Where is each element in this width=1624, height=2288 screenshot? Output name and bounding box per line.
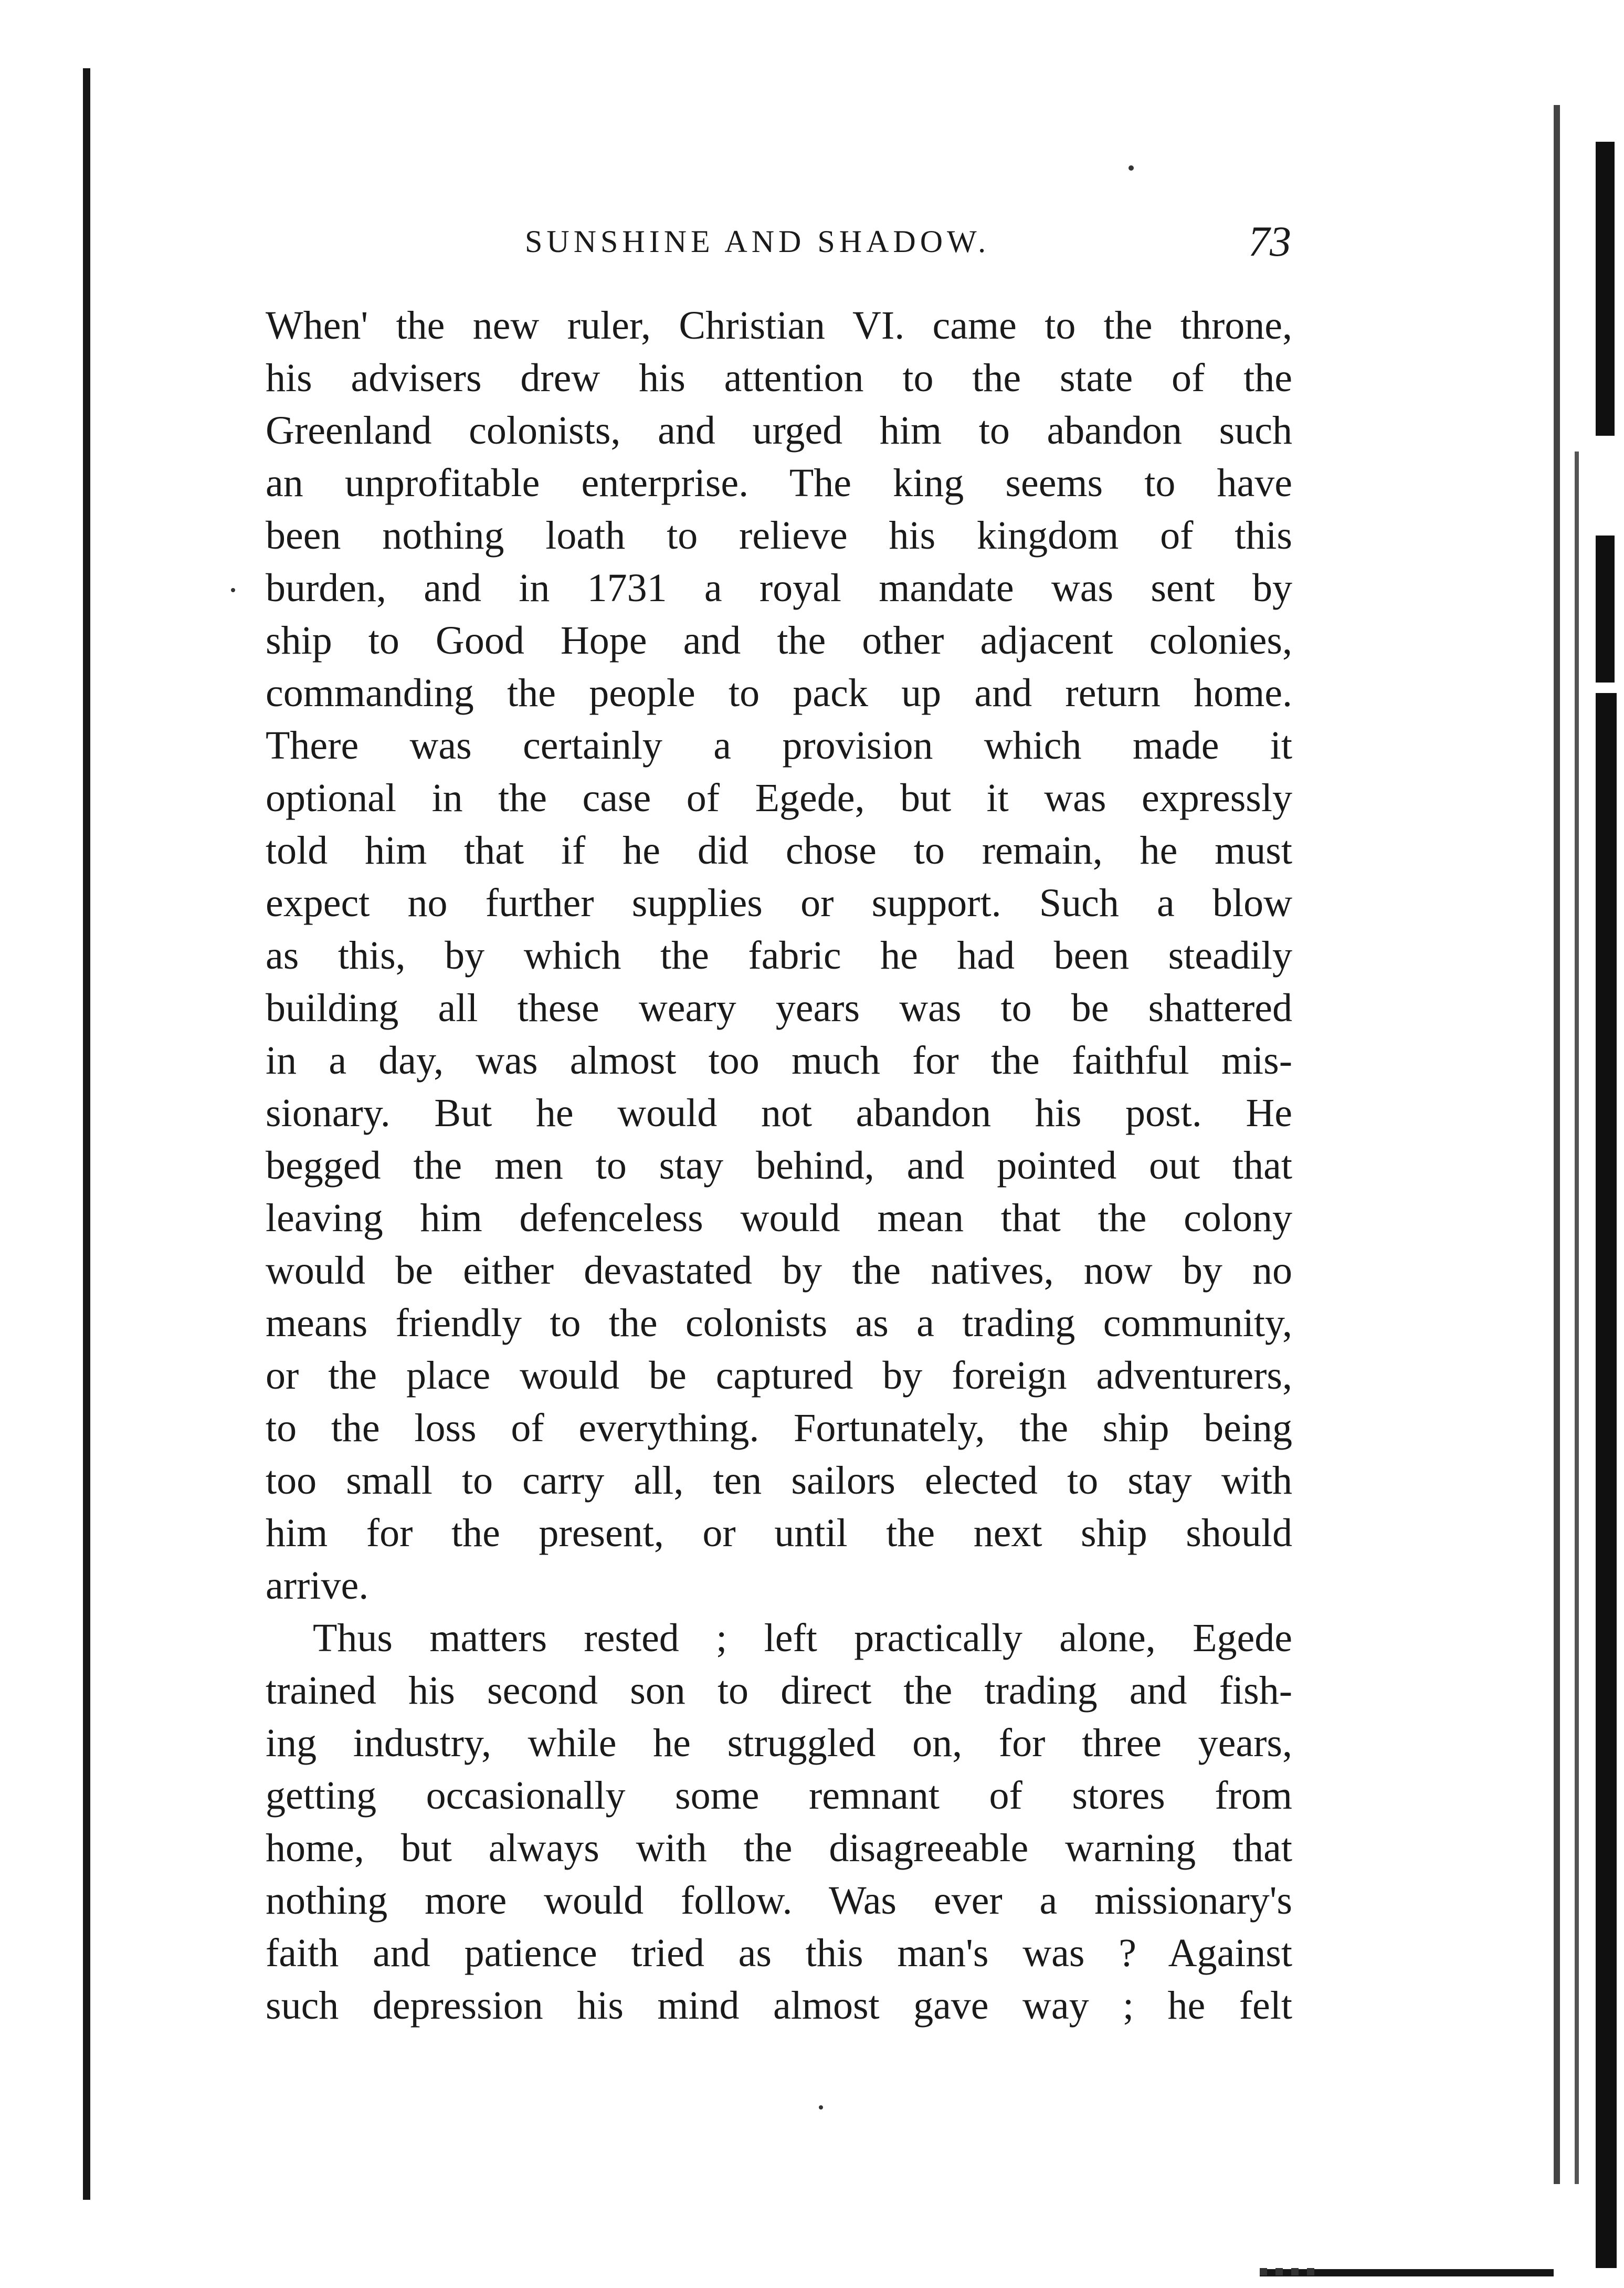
text-line: When' the new ruler, Christian VI. came to the throne,: [266, 303, 1292, 348]
paragraph-1: [266, 299, 1292, 1612]
text-line: sionary. But he would not abandon his post. He: [266, 1091, 1292, 1135]
scan-speck: [1129, 165, 1134, 171]
paragraph-2: [266, 1612, 1292, 2032]
text-line: in a day, was almost too much for the faithful mis-: [266, 1038, 1292, 1083]
text-line: as this, by which the fabric he had been steadily: [266, 933, 1292, 978]
text-line: been nothing loath to relieve his kingdom of this: [266, 513, 1292, 558]
text-line: told him that if he did chose to remain, he must: [266, 828, 1292, 873]
text-line: leaving him defenceless would mean that the colony: [266, 1196, 1292, 1240]
running-header: [262, 215, 1291, 268]
text-line: him for the present, or until the next ship should: [266, 1511, 1292, 1555]
text-line: ship to Good Hope and the other adjacent colonies,: [266, 618, 1292, 663]
text-line: arrive.: [266, 1563, 369, 1608]
text-line: begged the men to stay behind, and pointed out that: [266, 1143, 1292, 1188]
text-line: an unprofitable enterprise. The king seems to have: [266, 461, 1292, 505]
page-edge-scan-artifact: [1543, 84, 1622, 2252]
text-line: to the loss of everything. Fortunately, the ship being: [266, 1406, 1292, 1450]
text-line: nothing more would follow. Was ever a missionary's: [266, 1878, 1292, 1923]
text-line: or the place would be captured by foreign adventurers,: [266, 1353, 1292, 1398]
text-line: Greenland colonists, and urged him to abandon such: [266, 408, 1292, 453]
text-line: home, but always with the disagreeable warning that: [266, 1826, 1292, 1870]
text-line: ing industry, while he struggled on, for three years,: [266, 1721, 1292, 1765]
text-line: burden, and in 1731 a royal mandate was sent by: [266, 566, 1292, 610]
text-line: optional in the case of Egede, but it was expressly: [266, 776, 1292, 820]
text-line: means friendly to the colonists as a trading community,: [266, 1301, 1292, 1345]
text-line: his advisers drew his attention to the state of the: [266, 356, 1292, 400]
text-line: trained his second son to direct the trading and fish-: [266, 1668, 1292, 1713]
text-line: expect no further supplies or support. Such a blow: [266, 881, 1292, 925]
text-line: building all these weary years was to be shattered: [266, 986, 1292, 1030]
scan-speck: [819, 2105, 823, 2109]
text-line: commanding the people to pack up and return home.: [266, 671, 1292, 715]
text-line: getting occasionally some remnant of stores from: [266, 1773, 1292, 1818]
body-text: [266, 299, 1292, 2032]
text-line: faith and patience tried as this man's was ? Against: [266, 1931, 1292, 1975]
text-line: There was certainly a provision which made it: [266, 723, 1292, 768]
binding-edge-rule: [83, 68, 90, 2200]
page-number: 73: [1248, 217, 1291, 265]
running-title: SUNSHINE AND SHADOW.: [525, 224, 990, 259]
text-line: would be either devastated by the natives, now by no: [266, 1248, 1292, 1293]
scan-speck: [231, 588, 235, 592]
bottom-edge-dots: [1260, 2264, 1365, 2276]
text-line: Thus matters rested ; left practically alone, Egede: [313, 1616, 1292, 1660]
text-line: such depression his mind almost gave way ; he felt: [266, 1983, 1292, 2028]
text-line: too small to carry all, ten sailors elected to stay with: [266, 1458, 1292, 1503]
